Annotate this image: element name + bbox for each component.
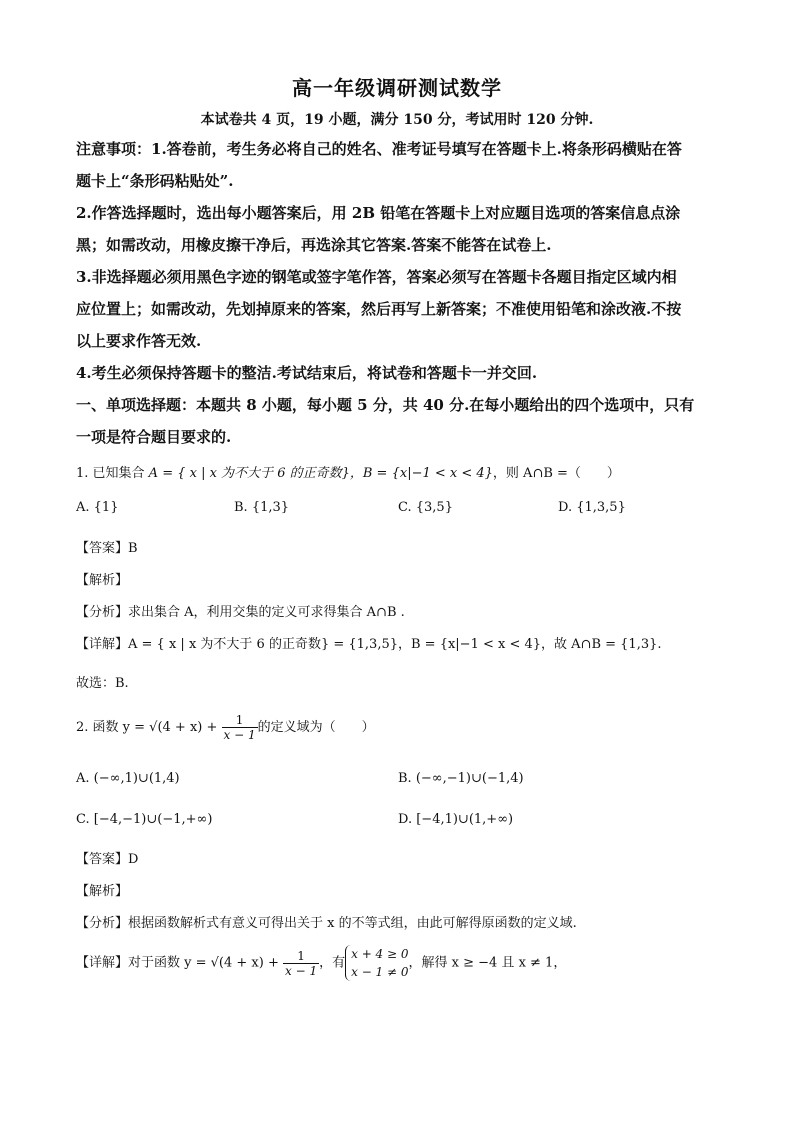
q2-option-d: D. [−4,1)∪(1,+∞) (398, 812, 514, 827)
notice-line: 注意事项：1.答卷前，考生务必将自己的姓名、准考证号填写在答题卡上.将条形码横贴在答 (76, 140, 682, 158)
q2-xiangjie (76, 945, 566, 981)
answer-tag: 【答案】 (76, 541, 129, 556)
fraction-numerator: 1 (283, 949, 319, 964)
question-1-stem (76, 464, 726, 484)
q2-option-b: B. (−∞,−1)∪(−1,4) (398, 771, 524, 786)
xiangjie-text: 对于函数 y = √(4 + x) + (128, 955, 283, 971)
notice-line: 黑；如需改动，用橡皮擦干净后，再选涂其它答案.答案不能答在试卷上. (76, 236, 552, 254)
page-subtitle: 本试卷共 4 页，19 小题，满分 150 分，考试用时 120 分钟. (200, 112, 594, 128)
xiangjie-tag: 【详解】 (76, 955, 129, 971)
xiangjie-text: ，有 (319, 955, 346, 971)
q1-option-a: A. {1} (76, 500, 119, 515)
fraction-numerator: 1 (222, 713, 258, 728)
page-title: 高一年级调研测试数学 (292, 76, 502, 100)
answer-tag: 【答案】 (76, 852, 129, 867)
q2-analysis-tag: 【解析】 (76, 884, 129, 899)
inequality-2: x − 1 ≠ 0 (351, 965, 409, 979)
q1-option-b: B. {1,3} (234, 500, 290, 515)
q1-analysis-tag: 【解析】 (76, 573, 129, 588)
q1-choose: 故选：B. (76, 676, 129, 691)
notice-line: 3.非选择题必须用黑色字迹的钢笔或签字笔作答，答案必须写在答题卡各题目指定区域内相 (76, 268, 677, 286)
notice-line: 4.考生必须保持答题卡的整洁.考试结束后，将试卷和答题卡一并交回. (76, 364, 538, 382)
q2-answer (76, 848, 138, 867)
q1-answer (76, 537, 138, 556)
notice-line: 2.作答选择题时，选出每小题答案后，用 2B 铅笔在答题卡上对应题目选项的答案信息点涂 (76, 204, 681, 222)
q1-set-a: A = { x | x 为不大于 6 的正奇数}， (148, 466, 363, 481)
answer-value: D (128, 852, 139, 867)
inequality-1: x + 4 ≥ 0 (351, 947, 409, 961)
q2-stem-start: 2. 函数 y = √(4 + x) + (76, 720, 222, 735)
q2-option-c: C. [−4,−1)∪(−1,+∞) (76, 812, 213, 827)
q2-xiangjie-fraction (283, 949, 319, 978)
q2-fenxi (76, 912, 577, 931)
xiangjie-text: A = { x | x 为不大于 6 的正奇数} = {1,3,5}，B = {x|−1 < x < 4}，故 A∩B = {1,3}. (128, 637, 662, 652)
xiangjie-text: ，解得 x ≥ −4 且 x ≠ 1， (408, 955, 567, 971)
question-2-stem (76, 712, 726, 744)
section-heading: 一、单项选择题：本题共 8 小题，每小题 5 分，共 40 分.在每小题给出的四个选项中，只有 (76, 396, 695, 414)
fenxi-text: 根据函数解析式有意义可得出关于 x 的不等式组，由此可解得原函数的定义域. (128, 916, 577, 931)
fenxi-tag: 【分析】 (76, 605, 129, 620)
fraction-denominator: x − 1 (285, 963, 318, 978)
q2-option-a: A. (−∞,1)∪(1,4) (76, 771, 180, 786)
q1-option-c: C. {3,5} (398, 500, 453, 515)
q1-fenxi (76, 601, 405, 620)
notice-line: 以上要求作答无效. (76, 332, 202, 350)
q1-xiangjie (76, 633, 662, 652)
xiangjie-tag: 【详解】 (76, 637, 129, 652)
answer-value: B (128, 541, 138, 556)
notice-line: 应位置上；如需改动，先划掉原来的答案，然后再写上新答案；不准使用铅笔和涂改液.不按 (76, 300, 682, 318)
q2-stem-end: 的定义域为（ ） (257, 720, 375, 735)
fenxi-tag: 【分析】 (76, 916, 129, 931)
section-heading: 一项是符合题目要求的. (76, 428, 232, 446)
q1-stem-start: 1. 已知集合 (76, 466, 149, 481)
q1-option-d: D. {1,3,5} (558, 500, 626, 515)
inequality-system (345, 945, 408, 981)
fraction-denominator: x − 1 (223, 728, 256, 742)
q1-stem-end: ，则 A∩B =（ ） (492, 466, 620, 481)
q2-fraction (222, 713, 258, 742)
fenxi-text: 求出集合 A，利用交集的定义可求得集合 A∩B . (128, 605, 405, 620)
q1-set-b: B = {x|−1 < x < 4} (362, 466, 493, 481)
notice-line: 题卡上“条形码粘贴处”. (76, 172, 234, 190)
